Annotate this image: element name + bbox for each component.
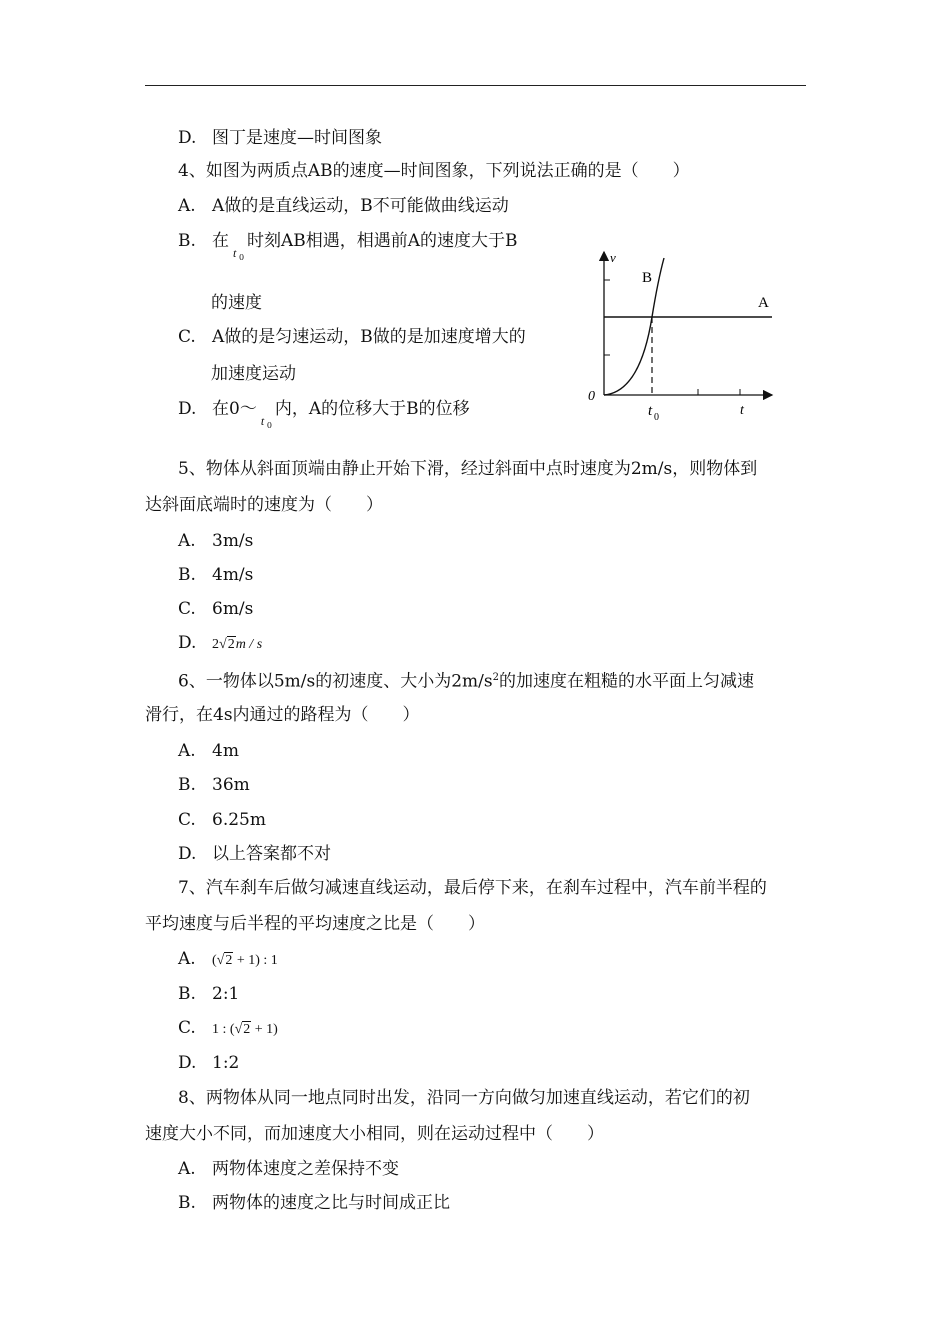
q6-stem-cont: 滑行，在4s内通过的路程为（ ） <box>145 705 420 725</box>
origin-label: 0 <box>588 389 595 404</box>
header-rule <box>145 85 806 86</box>
q6-option-c: C. 6.25m <box>178 810 266 830</box>
q8-option-b: B. 两物体的速度之比与时间成正比 <box>178 1193 450 1213</box>
q6-option-a: A. 4m <box>178 741 239 761</box>
t0-symbol: t 0 <box>260 414 272 430</box>
q5-option-d: D. 2√2m / s <box>178 633 263 653</box>
q7-option-d: D. 1:2 <box>178 1053 240 1073</box>
q7-option-a: A. (√2 + 1) : 1 <box>178 949 278 969</box>
q6-option-b: B. 36m <box>178 775 250 795</box>
q5-option-a: A. 3m/s <box>178 531 254 551</box>
q7-stem: 7、汽车刹车后做匀减速直线运动，最后停下来，在刹车过程中，汽车前半程的 <box>178 878 767 898</box>
q3-option-d: D. 图丁是速度—时间图象 <box>178 128 382 148</box>
q7-option-b: B. 2:1 <box>178 984 240 1004</box>
q4-option-b-cont: 的速度 <box>211 293 262 313</box>
q5-stem: 5、物体从斜面顶端由静止开始下滑，经过斜面中点时速度为2m/s，则物体到 <box>178 459 758 479</box>
q6-stem: 6、一物体以5m/s的初速度、大小为$2m/s^2$的加速度在粗糙的水平面上匀减速 <box>178 671 754 692</box>
q6-option-d: D. 以上答案都不对 <box>178 844 331 864</box>
t0-sub: 0 <box>654 412 659 423</box>
q5-option-c: C. 6m/s <box>178 599 254 619</box>
v-axis-label: v <box>610 250 616 265</box>
math-formula: (√2 + 1) : 1 <box>212 953 278 968</box>
q8-stem-cont: 速度大小不同，而加速度大小相同，则在运动过程中（ ） <box>145 1124 604 1144</box>
label-a: A <box>758 295 769 311</box>
velocity-time-graph <box>580 240 780 430</box>
q8-stem: 8、两物体从同一地点同时出发，沿同一方向做匀加速直线运动，若它们的初 <box>178 1088 750 1108</box>
q4-stem: 4、如图为两质点AB的速度—时间图象，下列说法正确的是（ ） <box>178 161 690 181</box>
label-b: B <box>642 270 653 286</box>
q8-option-a: A. 两物体速度之差保持不变 <box>178 1159 399 1179</box>
math-formula: 2√2m / s <box>212 637 263 652</box>
curve-b <box>604 258 664 395</box>
q5-stem-cont: 达斜面底端时的速度为（ ） <box>145 495 383 515</box>
q4-option-c: C. A做的是匀速运动，B做的是加速度增大的 <box>178 327 526 347</box>
q4-option-c-cont: 加速度运动 <box>211 364 296 384</box>
q4-option-b: B. 在 t 0 时刻AB相遇，相遇前A的速度大于B <box>178 231 518 262</box>
q5-option-b: B. 4m/s <box>178 565 254 585</box>
q4-option-d: D. 在0～ t 0 内，A的位移大于B的位移 <box>178 399 470 430</box>
t0-symbol: t 0 <box>233 246 245 262</box>
t-axis-label: t <box>740 403 744 418</box>
q4-option-a: A. A做的是直线运动，B不可能做曲线运动 <box>178 196 509 216</box>
math-formula: 1 : (√2 + 1) <box>212 1022 278 1037</box>
t0-label: t <box>648 403 653 419</box>
q7-stem-cont: 平均速度与后半程的平均速度之比是（ ） <box>145 914 485 934</box>
q7-option-c: C. 1 : (√2 + 1) <box>178 1018 278 1038</box>
